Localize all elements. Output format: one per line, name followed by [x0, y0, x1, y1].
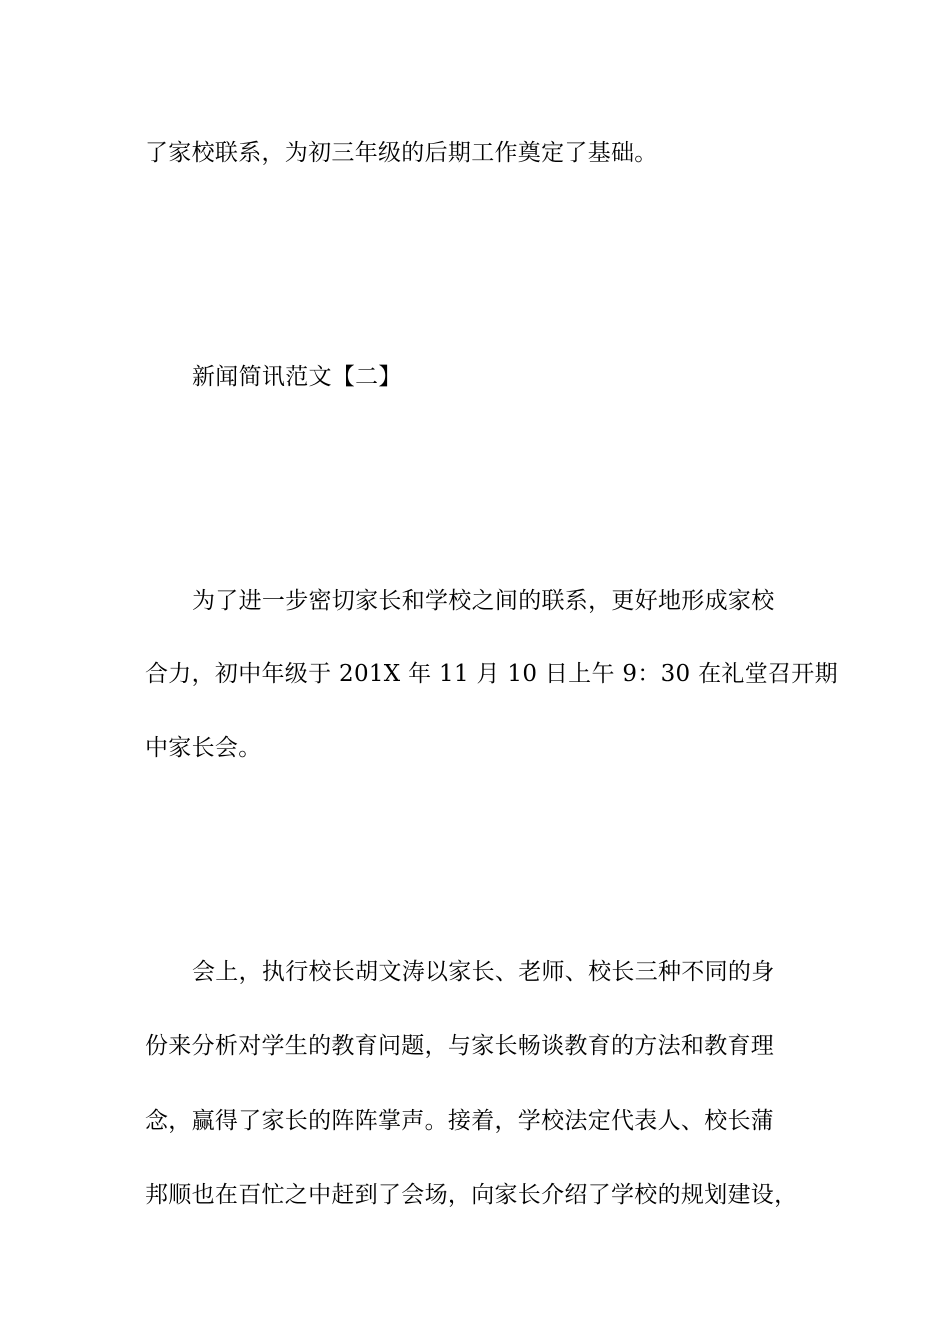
paragraph-line: 邦顺也在百忙之中赶到了会场，向家长介绍了学校的规划建设，: [145, 1182, 798, 1208]
paragraph-line: 中家长会。: [145, 735, 262, 761]
paragraph-line: 合力，初中年级于 201X 年 11 月 10 日上午 9：30 在礼堂召开期: [145, 661, 838, 687]
paragraph-line: 为了进一步密切家长和学校之间的联系，更好地形成家校: [192, 588, 775, 614]
paragraph-line: 念，赢得了家长的阵阵掌声。接着，学校法定代表人、校长蒲: [145, 1108, 775, 1134]
paragraph-line: 份来分析对学生的教育问题，与家长畅谈教育的方法和教育理: [145, 1033, 775, 1059]
paragraph-line: 会上，执行校长胡文涛以家长、老师、校长三种不同的身: [192, 959, 775, 985]
paragraph-line: 了家校联系，为初三年级的后期工作奠定了基础。: [145, 140, 658, 166]
section-heading: 新闻简讯范文【二】: [192, 364, 402, 390]
